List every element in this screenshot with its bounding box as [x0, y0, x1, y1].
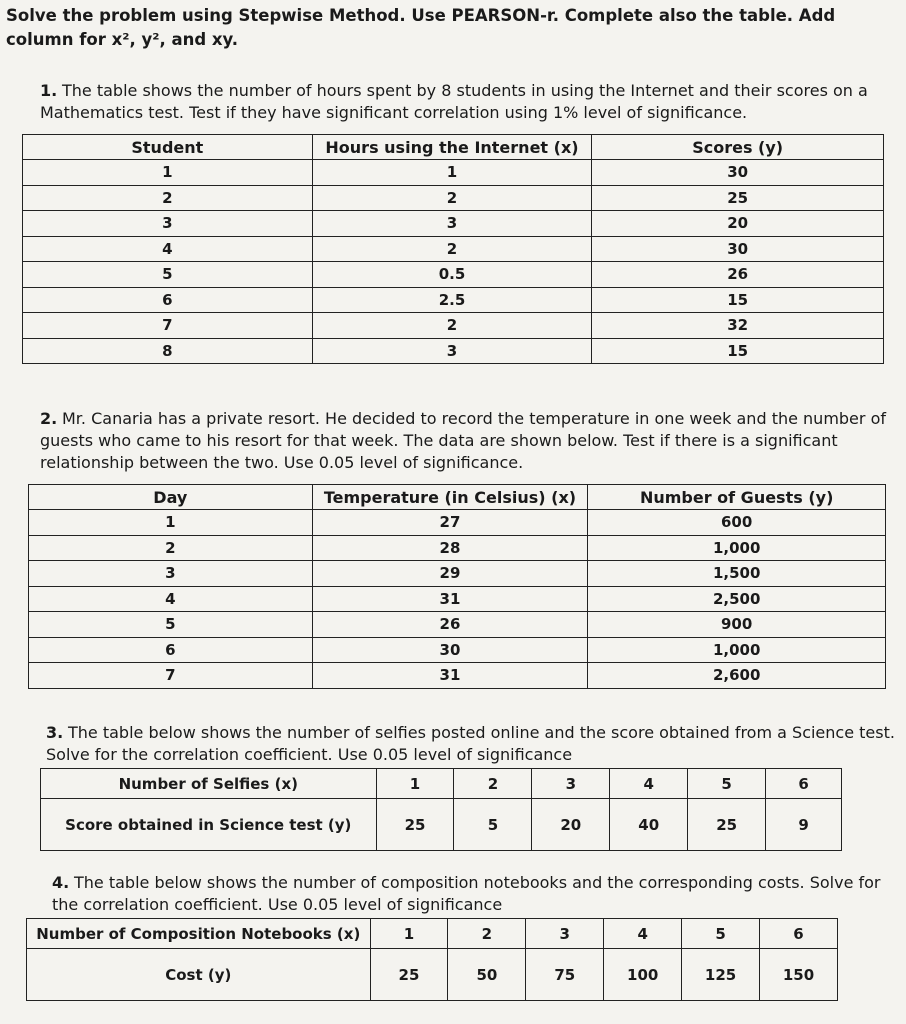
problem-1-text: The table shows the number of hours spent by 8 students in using the Internet and their scores on a Mathematics test. Test if they have significant correlation using 1% level of significance. [40, 81, 868, 122]
table-cell: 2.5 [312, 287, 592, 313]
table-cell: 2,600 [588, 663, 886, 689]
column-header: Hours using the Internet (x) [312, 135, 592, 160]
table-row [23, 236, 884, 262]
y-label: Cost (y) [27, 949, 371, 1001]
table-cell: 1 [312, 160, 592, 186]
table-cell: 7 [29, 663, 313, 689]
table-cell: 28 [312, 535, 588, 561]
problem-3-table [40, 768, 842, 851]
problem-2-text: Mr. Canaria has a private resort. He decided to record the temperature in one week and the number of guests who came to his resort for that week. The data are shown below. Test if there is a significant relationship between the two. Use 0.05 level of significance. [40, 409, 886, 472]
problem-4-text: The table below shows the number of composition notebooks and the corresponding costs. Solve for the correlation coefficient. Use 0.05 level of significance [52, 873, 881, 914]
table-cell: 4 [610, 769, 688, 799]
table-cell: 1,000 [588, 535, 886, 561]
table-cell: 2 [312, 185, 592, 211]
table-cell: 1,500 [588, 561, 886, 587]
table-cell: 1 [29, 510, 313, 536]
table-cell: 0.5 [312, 262, 592, 288]
column-header: Student [23, 135, 313, 160]
table-cell: 26 [312, 612, 588, 638]
table-cell: 2 [312, 313, 592, 339]
table-row [29, 637, 886, 663]
problem-2 [40, 408, 896, 474]
table-cell: 5 [23, 262, 313, 288]
table-row [29, 612, 886, 638]
table-cell: 3 [312, 211, 592, 237]
table-row [23, 160, 884, 186]
table-cell: 27 [312, 510, 588, 536]
table-cell: 5 [682, 919, 760, 949]
table-cell: 2 [454, 769, 532, 799]
table-cell: 8 [23, 338, 313, 364]
problem-1-number: 1. [40, 81, 58, 100]
table-cell: 20 [532, 799, 610, 851]
table-cell: 2,500 [588, 586, 886, 612]
table-cell: 31 [312, 663, 588, 689]
table-cell: 15 [592, 338, 884, 364]
table-cell: 6 [23, 287, 313, 313]
table-cell: 30 [592, 160, 884, 186]
table-cell: 4 [23, 236, 313, 262]
table-cell: 40 [610, 799, 688, 851]
table-cell: 31 [312, 586, 588, 612]
problem-4-number: 4. [52, 873, 70, 892]
column-header: Temperature (in Celsius) (x) [312, 485, 588, 510]
problem-3-text: The table below shows the number of selfies posted online and the score obtained from a Science test. Solve for the correlation coefficient. Use 0.05 level of significance [46, 723, 895, 764]
table-cell: 3 [526, 919, 604, 949]
table-cell: 5 [688, 769, 766, 799]
table-cell: 25 [592, 185, 884, 211]
table-cell: 5 [454, 799, 532, 851]
table-cell: 20 [592, 211, 884, 237]
table-cell: 3 [312, 338, 592, 364]
table-cell: 4 [604, 919, 682, 949]
table-cell: 25 [688, 799, 766, 851]
table-cell: 2 [312, 236, 592, 262]
table-row [27, 949, 838, 1001]
table-cell: 5 [29, 612, 313, 638]
table-cell: 1,000 [588, 637, 886, 663]
table-cell: 30 [312, 637, 588, 663]
table-cell: 1 [23, 160, 313, 186]
table-row [29, 586, 886, 612]
table-cell: 900 [588, 612, 886, 638]
x-label: Number of Composition Notebooks (x) [27, 919, 371, 949]
table-row [29, 535, 886, 561]
table-row [29, 663, 886, 689]
table-cell: 3 [532, 769, 610, 799]
problem-1 [40, 80, 896, 124]
table-row [41, 799, 842, 851]
problem-2-number: 2. [40, 409, 58, 428]
table-row [27, 919, 838, 949]
table-cell: 32 [592, 313, 884, 339]
table-cell: 125 [682, 949, 760, 1001]
table-cell: 6 [760, 919, 838, 949]
problem-1-table [22, 134, 884, 364]
table-row [41, 769, 842, 799]
table-header-row [29, 485, 886, 510]
table-row [23, 338, 884, 364]
column-header: Scores (y) [592, 135, 884, 160]
table-row [23, 262, 884, 288]
x-label: Number of Selfies (x) [41, 769, 377, 799]
table-row [23, 211, 884, 237]
instructions-heading: Solve the problem using Stepwise Method. Use PEARSON-r. Complete also the table. Add column for x², y², and xy. [6, 6, 836, 49]
table-row [29, 561, 886, 587]
table-cell: 150 [760, 949, 838, 1001]
problem-3-number: 3. [46, 723, 64, 742]
table-cell: 29 [312, 561, 588, 587]
table-cell: 7 [23, 313, 313, 339]
problem-4-table [26, 918, 838, 1001]
problem-2-table [28, 484, 886, 689]
table-cell: 6 [766, 769, 842, 799]
table-cell: 4 [29, 586, 313, 612]
table-cell: 75 [526, 949, 604, 1001]
table-row [23, 287, 884, 313]
table-cell: 2 [448, 919, 526, 949]
table-row [29, 510, 886, 536]
table-cell: 2 [23, 185, 313, 211]
problem-4 [52, 872, 896, 916]
table-row [23, 185, 884, 211]
column-header: Number of Guests (y) [588, 485, 886, 510]
table-cell: 100 [604, 949, 682, 1001]
table-cell: 2 [29, 535, 313, 561]
table-cell: 1 [370, 919, 448, 949]
table-header-row [23, 135, 884, 160]
table-cell: 6 [29, 637, 313, 663]
table-cell: 3 [23, 211, 313, 237]
table-cell: 3 [29, 561, 313, 587]
table-cell: 9 [766, 799, 842, 851]
table-cell: 50 [448, 949, 526, 1001]
table-cell: 600 [588, 510, 886, 536]
table-cell: 26 [592, 262, 884, 288]
table-cell: 25 [370, 949, 448, 1001]
problem-3 [46, 722, 896, 766]
table-row [23, 313, 884, 339]
table-cell: 15 [592, 287, 884, 313]
y-label: Score obtained in Science test (y) [41, 799, 377, 851]
table-cell: 1 [376, 769, 454, 799]
table-cell: 25 [376, 799, 454, 851]
table-cell: 30 [592, 236, 884, 262]
column-header: Day [29, 485, 313, 510]
